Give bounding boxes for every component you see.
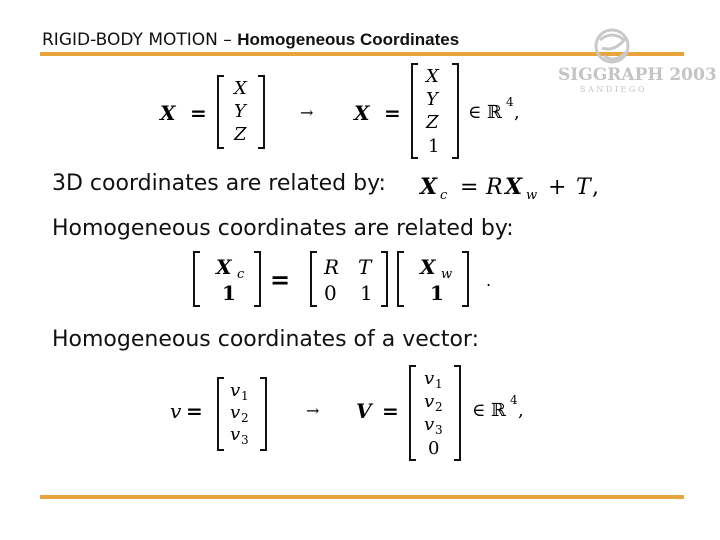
eq1-rhs-entry: 1 <box>428 136 440 157</box>
equation-rigid-transform <box>418 168 618 202</box>
eq2-xw: X <box>505 174 523 200</box>
eq3-matrix-brackets <box>311 252 387 306</box>
eq2-t: T <box>576 175 591 200</box>
eq4-rhs-entry: v <box>424 368 435 389</box>
eq3-xc: X <box>216 255 232 279</box>
eq1-rhs: X <box>354 101 370 125</box>
eq3-m12: T <box>358 255 372 279</box>
eq1-space: ∈ ℝ <box>468 102 503 123</box>
eq4-rhs-entry: 0 <box>428 438 440 459</box>
eq2-xw-sub: w <box>526 188 538 203</box>
eq2-xc: X <box>420 174 438 200</box>
eq4-rhs-sub: 3 <box>435 423 443 437</box>
eq3-m11: R <box>324 255 340 279</box>
text-homogeneous-vector: Homogeneous coordinates of a vector: <box>52 327 480 352</box>
eq3-xw: X <box>420 255 436 279</box>
eq4-space: ∈ ℝ <box>472 400 507 421</box>
eq4-rhs-sub: 1 <box>435 377 443 391</box>
eq4-arrow: → <box>306 401 320 420</box>
eq1-equals-2: = <box>384 101 401 125</box>
eq3-xw-sub: w <box>441 267 453 282</box>
logo-subtext: S A N D I E G O <box>580 85 645 94</box>
eq1-end: , <box>514 102 520 123</box>
eq1-lhs-entry: Y <box>234 101 246 122</box>
eq1-equals: = <box>190 101 207 125</box>
equation-homogeneous-transform <box>190 248 510 310</box>
eq3-one: 1 <box>222 281 236 305</box>
eq2-xc-sub: c <box>440 188 448 203</box>
eq4-lhs-entry: v <box>230 402 241 423</box>
logo-text: SIGGRAPH 2003 <box>558 65 717 85</box>
eq3-one-2: 1 <box>430 281 444 305</box>
title-main: RIGID-BODY MOTION – <box>42 30 238 50</box>
eq3-xc-sub: c <box>237 267 245 282</box>
eq1-arrow: → <box>300 103 314 122</box>
eq4-rhs-entry: v <box>424 391 435 412</box>
eq3-m22: 1 <box>360 281 373 305</box>
eq1-lhs: X <box>160 101 176 125</box>
text-3d-related: 3D coordinates are related by: <box>52 171 386 196</box>
eq3-end: . <box>486 271 492 290</box>
eq4-lhs-sub: 1 <box>241 389 249 403</box>
eq4-lhs-entry: v <box>230 380 241 401</box>
eq1-rhs-entry: Y <box>426 89 438 110</box>
slide-title <box>42 30 459 50</box>
title-subtitle: Homogeneous Coordinates <box>237 30 460 49</box>
eq4-rhs-entry: v <box>424 414 435 435</box>
eq1-rhs-entry: Z <box>426 112 439 133</box>
eq4-end: , <box>518 400 524 421</box>
eq2-plus: + <box>548 175 567 200</box>
eq2-r: R <box>486 175 503 200</box>
eq1-lhs-entry: X <box>234 78 247 99</box>
eq1-lhs-entry: Z <box>234 124 247 145</box>
eq3-equals: = <box>270 265 291 294</box>
text-homogeneous-related: Homogeneous coordinates are related by: <box>52 216 514 241</box>
eq4-lhs: v <box>170 399 182 423</box>
eq2-equals: = <box>460 175 479 200</box>
eq2-end: , <box>592 175 599 200</box>
eq4-lhs-entry: v <box>230 424 241 445</box>
footer-rule <box>40 495 684 499</box>
eq1-space-exponent: 4 <box>506 95 514 109</box>
eq3-m21: 0 <box>324 281 337 305</box>
eq4-lhs-sub: 2 <box>241 411 249 425</box>
siggraph-logo <box>556 26 717 96</box>
eq1-rhs-entry: X <box>426 66 439 87</box>
eq4-rhs-sub: 2 <box>435 400 443 414</box>
eq4-equals-2: = <box>382 399 399 423</box>
eq4-rhs: V <box>356 399 372 423</box>
eq4-lhs-sub: 3 <box>241 433 249 447</box>
equation-homogeneous-vector <box>160 362 540 466</box>
eq4-equals: = <box>186 399 203 423</box>
eq4-space-exponent: 4 <box>510 393 518 407</box>
equation-homogeneous-point <box>150 60 550 164</box>
